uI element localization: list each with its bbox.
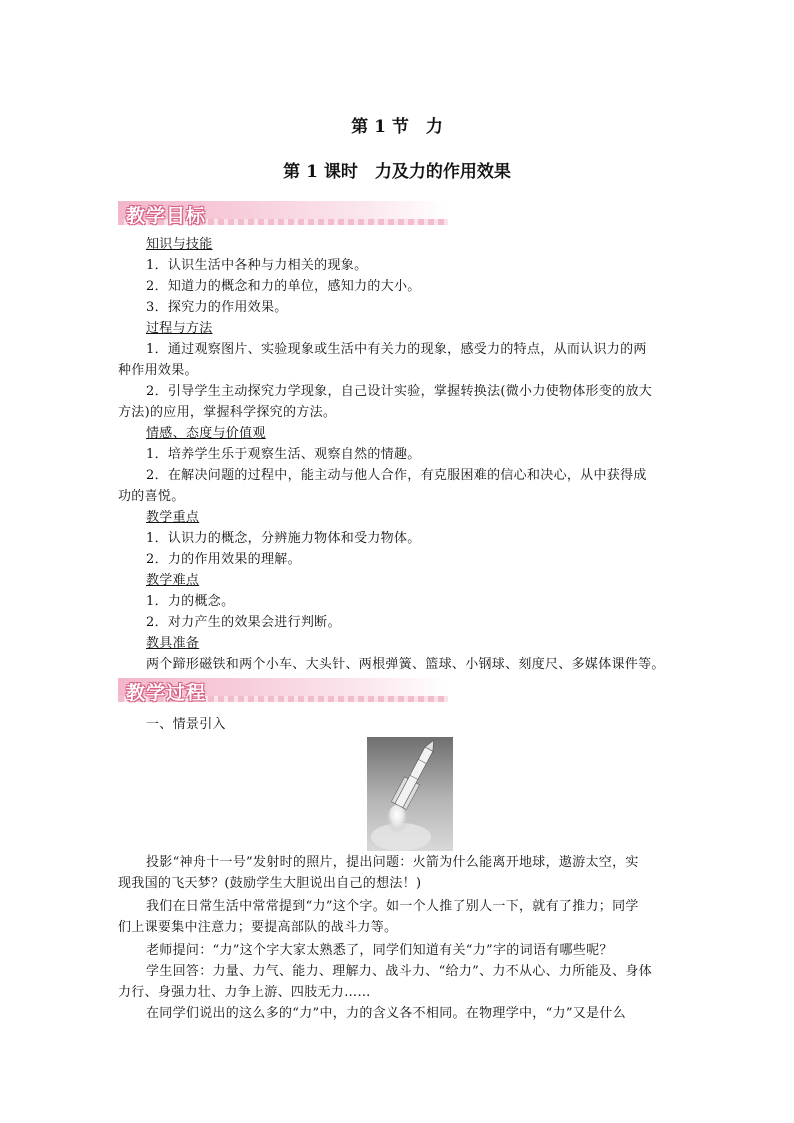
- paragraph-line: 在同学们说出的这么多的“力”中，力的含义各不相同。在物理学中，“力”又是什么: [146, 1006, 626, 1021]
- banner-label: 教学过程: [126, 682, 207, 704]
- paragraph-line: 2．引导学生主动探究力学现象，自己设计实验，掌握转换法(微小力使物体形变的放大: [146, 384, 653, 399]
- paragraph-line: 种作用效果。: [118, 363, 198, 378]
- paragraph-line: 两个蹄形磁铁和两个小车、大头针、两根弹簧、篮球、小钢球、刻度尺、多媒体课件等。: [146, 657, 665, 672]
- paragraph-line: 1．培养学生乐于观察生活、观察自然的情趣。: [146, 447, 421, 462]
- subheading-text: 情感、态度与价值观: [146, 426, 266, 441]
- subheading-text: 知识与技能: [146, 237, 213, 252]
- list-item: 3．探究力的作用效果。: [146, 300, 288, 315]
- list-item: 2．力的作用效果的理解。: [146, 552, 301, 567]
- heading-difficulty: [146, 570, 680, 591]
- list-item: 1．认识力的概念，分辨施力物体和受力物体。: [146, 531, 421, 546]
- heading-teaching-tools: [146, 633, 680, 654]
- heading-knowledge: [146, 234, 680, 255]
- subheading-text: 教具准备: [146, 636, 200, 651]
- paragraph-line: 力行、身强力壮、力争上游、四肢无力……: [118, 985, 371, 1000]
- paragraph-line: 2．在解决问题的过程中，能主动与他人合作，有克服困难的信心和决心，从中获得成: [146, 468, 647, 483]
- paragraph-line: 功的喜悦。: [118, 489, 185, 504]
- banner-teaching-goals: [118, 201, 448, 225]
- heading-process-method: [146, 318, 680, 339]
- list-item: 1．力的概念。: [146, 594, 235, 609]
- intro-heading: 一、情景引入: [146, 717, 226, 732]
- paragraph-line: 1．通过观察图片、实验现象或生活中有关力的现象，感受力的特点，从而认识力的两: [146, 342, 647, 357]
- paragraph-line: 现我国的飞天梦？(鼓励学生大胆说出自己的想法！): [118, 876, 422, 891]
- banner-label: 教学目标: [126, 205, 207, 227]
- rocket-icon: [367, 737, 453, 851]
- subheading-text: 过程与方法: [146, 321, 213, 336]
- lesson-title: 第 1 课时 力及力的作用效果: [283, 162, 511, 182]
- banner-teaching-process: [118, 678, 448, 702]
- subheading-text: 教学难点: [146, 573, 200, 588]
- paragraph-line: 们上课要集中注意力；要提高部队的战斗力等。: [118, 920, 398, 935]
- heading-key-points: [146, 507, 680, 528]
- paragraph-line: 老师提问：“力”这个字大家太熟悉了，同学们知道有关“力”字的词语有哪些呢？: [146, 943, 613, 958]
- paragraph-line: 学生回答：力量、力气、能力、理解力、战斗力、“给力”、力不从心、力所能及、身体: [146, 964, 652, 979]
- section-title: 第 1 节 力: [351, 117, 443, 137]
- paragraph-line: 方法)的应用，掌握科学探究的方法。: [118, 405, 337, 420]
- paragraph-line: 投影“神舟十一号”发射时的照片，提出问题：火箭为什么能离开地球，遨游太空，实: [146, 855, 639, 870]
- subheading-text: 教学重点: [146, 510, 200, 525]
- list-item: 2．知道力的概念和力的单位，感知力的大小。: [146, 279, 421, 294]
- list-item: 1．认识生活中各种与力相关的现象。: [146, 258, 368, 273]
- rocket-launch-photo: [367, 737, 453, 851]
- paragraph-line: 我们在日常生活中常常提到“力”这个字。如一个人推了别人一下，就有了推力；同学: [146, 899, 639, 914]
- heading-emotion: [146, 423, 680, 444]
- list-item: 2．对力产生的效果会进行判断。: [146, 615, 341, 630]
